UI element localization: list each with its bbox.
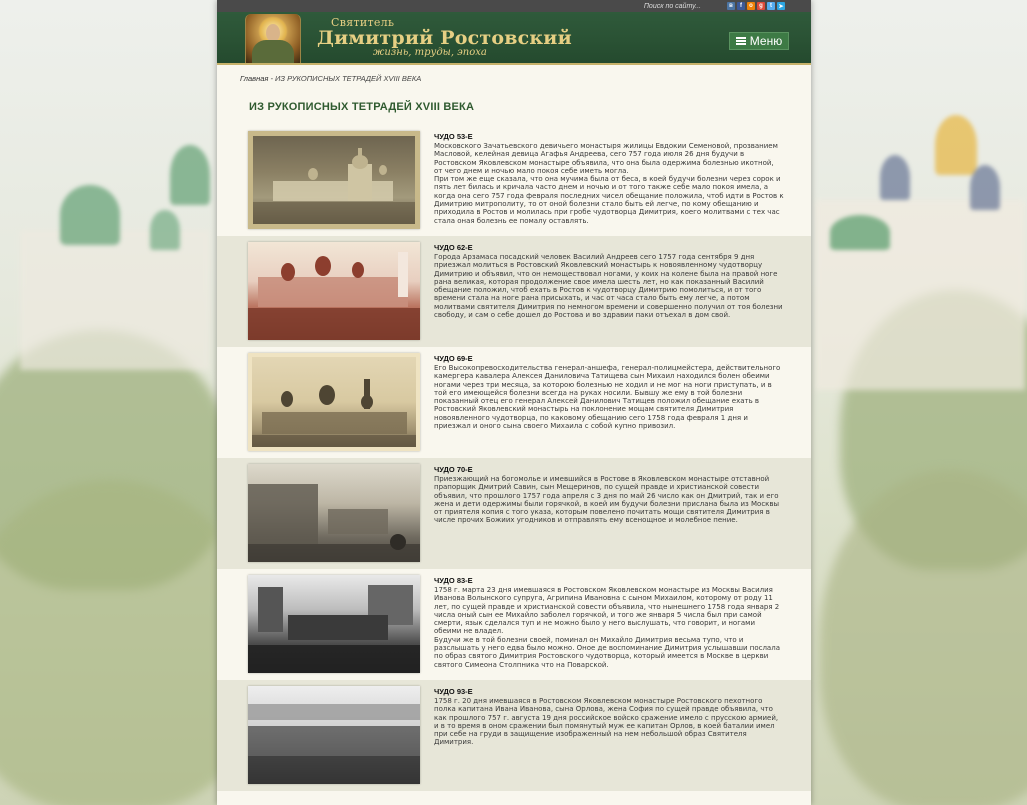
article-title[interactable]: ЧУДО 83-Е bbox=[434, 576, 473, 585]
article-image[interactable] bbox=[248, 575, 420, 673]
saint-portrait-image[interactable] bbox=[245, 14, 301, 63]
article-item bbox=[217, 125, 811, 236]
twitter-icon[interactable]: t bbox=[767, 2, 775, 10]
odnoklassniki-icon[interactable]: о bbox=[747, 2, 755, 10]
article-text: Его Высокопревосходительства генерал-аншефа, генерал-полицмейстера, действительного камергера кавалера Алексея Даниловича Татищева сын Михаил находился болен обеими ногами через три месяца, за которою болезнью не ходил и не мог на ноги приступать, и в той его имеющейся болезни всегда на руках носили. Бывшу же ему в той болезни показанный отец его генерал Алексей Данилович Татищев положил обещание ехать в Ростовский Яковлевский монастырь на поклонение мощам святителя Димитрия новоявленного чудотворца, по каковому обещанию сего 1758 года февраля 1 дня и приезжал и оного сына своего Михаила с собой купно привозил. bbox=[434, 364, 781, 431]
article-item bbox=[217, 458, 811, 569]
article-image[interactable] bbox=[248, 353, 420, 451]
logo-line-2: Димитрий Ростовский bbox=[317, 27, 572, 49]
article-title[interactable]: ЧУДО 70-Е bbox=[434, 465, 473, 474]
article-text: Приезжающий на богомолье и имевшийся в Ростове в Яковлевском монастыре отставной прапорщик Дмитрий Савин, сын Мещеринов, по сущей правде и христианской совести объявил, что прошлого 1757 года апреля с 3 дня по май 26 число как он Дмитрий, так и его жена и дети одержимы были горячкой, в коей им будучи болезни прислана была из Москвы от приятеля копия с того указа, которым повелено почитать мощи святителя Димитрия в числе прочих Божиих угодников и отправлять ему всенощное и молебное пение. bbox=[434, 475, 780, 525]
article-title[interactable]: ЧУДО 69-Е bbox=[434, 354, 473, 363]
article-title[interactable]: ЧУДО 93-Е bbox=[434, 687, 473, 696]
site-logo[interactable] bbox=[317, 16, 572, 58]
top-bar bbox=[217, 0, 811, 12]
article-title[interactable]: ЧУДО 53-Е bbox=[434, 132, 473, 141]
telegram-icon[interactable]: ➤ bbox=[778, 3, 784, 10]
article-image[interactable] bbox=[248, 242, 420, 340]
breadcrumb bbox=[240, 74, 421, 83]
article-image[interactable] bbox=[248, 464, 420, 562]
article-item bbox=[217, 569, 811, 680]
google-plus-icon[interactable]: g bbox=[757, 2, 765, 10]
article-item bbox=[217, 236, 811, 347]
logo-line-1: Святитель bbox=[331, 16, 395, 29]
breadcrumb-separator: - bbox=[268, 74, 276, 83]
article-text: Московского Зачатьевского девичьего монастыря жилицы Евдокии Семеновой, прозванием Масловой, келейная девица Агафья Андреева, сего 757 года июля 26 дня будучи в Ростовском Яковлевском монастыре объявила, что она была одержима болезнью икотной, от чего днем и ночью мало покоя себе иметь могла. При том же еще сказала, что она мучима была от беса, в коей будучи болезни через сорок и пять лет билась и кричала часто днем и ночью и от того также себе мало покоя имела, а когда она сего 757 года февраля последних чисел обещание положила, чтоб идти в Ростов к Димитрию митрополиту, то от оной болезни стало быть ей легче, по кому обещанию и приходила в Ростов и молилась при гробе чудотворца Димитрия, коего молитвами с тех час стала оная болезнь ее помалу оставлять. bbox=[434, 142, 784, 225]
article-list bbox=[217, 125, 811, 791]
menu-button-label: Меню bbox=[749, 34, 783, 48]
vk-icon[interactable]: в bbox=[727, 2, 735, 10]
site-container bbox=[217, 0, 811, 805]
breadcrumb-home-link[interactable]: Главная bbox=[240, 74, 269, 83]
search-input[interactable]: Поиск по сайту... bbox=[643, 2, 701, 10]
article-text: 1758 г. 20 дня имевшаяся в Ростовском Яковлевском монастыре Ростовского пехотного полка капитана Ивана Иванова, сына Орлова, жена София по сущей правде объявила, что как прошлого 757 г. августа 19 дня российское войско сражение имело с прусскою армией, и в то время в оном сражении был помянутый муж ее капитан Орлов, в коей баталии имел при себе на груди в защищение изображенный на нем небольшой образ Святителя Димитрия. bbox=[434, 697, 779, 747]
article-image[interactable] bbox=[248, 686, 420, 784]
hamburger-icon bbox=[736, 37, 746, 45]
article-image[interactable] bbox=[248, 131, 420, 229]
article-text: Города Арзамаса посадский человек Василий Андреев сего 1757 года сентября 9 дня приезжал молиться в Ростовский Яковлевский монастырь к новоявленному чудотворцу Димитрию и объявил, что он немоществовал ногами, у коих на колене была на правой ноге рана великая, которая продолжение свое имела шесть лет, но как показанный Василий обещание положил, чтоб ехать в Ростов к чудотворцу Димитрию помолиться, и от того времени стала на ноге рана присыхать, и час от часа стало быть ему легче, а потом молитвами святителя Димитрия по немногом времени и совершенно получил от тоя болезни свободу, и сам о себе дошел до Ростова и во здравии паки отъехал в дом свой. bbox=[434, 253, 783, 320]
menu-button[interactable] bbox=[729, 32, 789, 50]
breadcrumb-current: ИЗ РУКОПИСНЫХ ТЕТРАДЕЙ XVIII ВЕКА bbox=[275, 74, 422, 83]
article-item bbox=[217, 680, 811, 791]
page-title: ИЗ РУКОПИСНЫХ ТЕТРАДЕЙ XVIII ВЕКА bbox=[249, 101, 475, 113]
article-title[interactable]: ЧУДО 62-Е bbox=[434, 243, 473, 252]
article-item bbox=[217, 347, 811, 458]
logo-line-3: жизнь, труды, эпоха bbox=[373, 47, 487, 58]
site-header bbox=[217, 12, 811, 65]
facebook-icon[interactable]: f bbox=[737, 2, 745, 10]
article-text: 1758 г. марта 23 дня имевшаяся в Ростовском Яковлевском монастыре из Москвы Василия Иванова Волынского супруга, Агрипина Ивановна с сыном Михаилом, которому от роду 11 лет, по сущей правде и христианской совести объявила, что нынешнего 1758 года января 2 числа оный сын ее Михайло заболел горячкой, и того же января 5 числа был при самой смерти, язык сделался туп и не можно было у него выслушать, что говорит, и ногами обеими не владел. Будучи же в той болезни своей, поминал он Михайло Димитрия весьма тупо, что и разслышать у него едва было можно. Оное де воспоминание Димитрия услышавши послала по образ святого Димитрия Ростовского чудотворца, который имеется в Москве в церкви святого Симеона Столпника что на Поварской. bbox=[434, 586, 780, 669]
social-icons bbox=[727, 2, 785, 10]
